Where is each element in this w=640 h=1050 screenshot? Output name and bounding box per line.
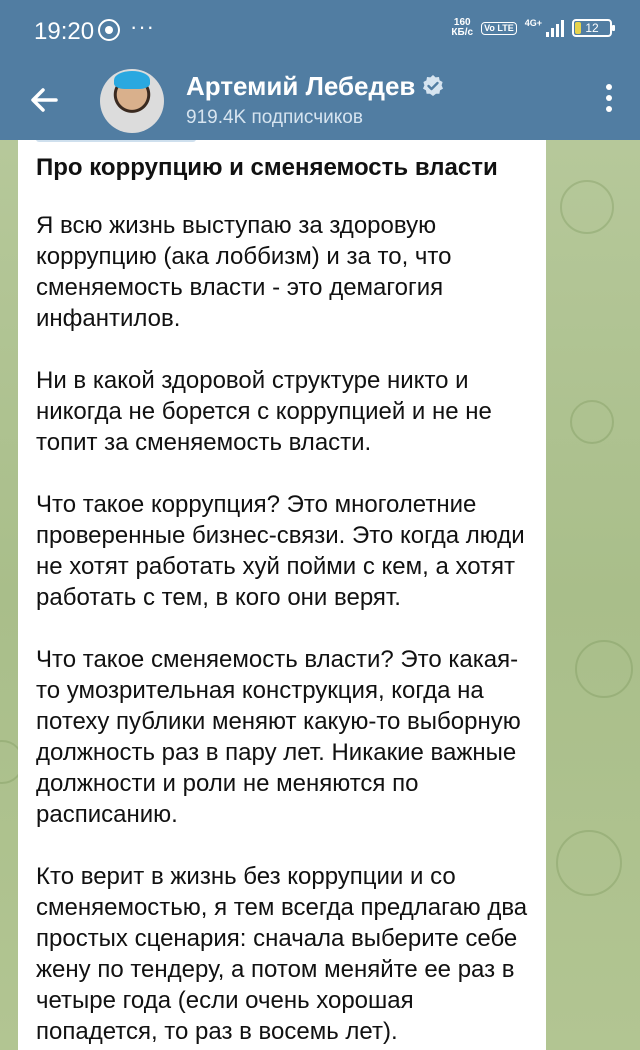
- notification-more-icon: ···: [130, 14, 155, 39]
- message-paragraph: Ни в какой здоровой структуре никто и никогда не борется с коррупцией и не не топит за сменяемость власти.: [36, 367, 492, 456]
- previous-line-fragment: [36, 140, 196, 142]
- chat-background: [0, 140, 640, 1050]
- message-paragraph: Кто верит в жизнь без коррупции и со сменяемостью, я тем всегда предлагаю два простых сценария: сначала выберите себе жену по тендеру, а потом меняйте ее раз в четыре года (если очень хорошая попадется, то раз в восемь лет).: [36, 863, 528, 1045]
- background-doodle: [556, 830, 622, 896]
- signal-icon: [546, 19, 564, 37]
- verified-badge-icon: [421, 74, 445, 98]
- avatar[interactable]: [100, 69, 164, 133]
- channel-title[interactable]: Артемий Лебедев: [186, 71, 445, 102]
- battery-icon: [572, 19, 612, 37]
- status-time: 19:20: [34, 18, 95, 45]
- message-bubble[interactable]: [18, 140, 546, 1050]
- battery-level: 12: [585, 21, 599, 35]
- status-indicators: [451, 18, 612, 38]
- status-bar: [0, 0, 640, 60]
- arrow-left-icon: [22, 78, 66, 122]
- message-paragraph: Я всю жизнь выступаю за здоровую коррупцию (ака лоббизм) и за то, что сменяемость власти - это демагогия инфантилов.: [36, 212, 452, 332]
- chat-header: [0, 60, 640, 140]
- background-doodle: [575, 640, 633, 698]
- back-button[interactable]: [22, 78, 66, 122]
- volte-icon: Vo LTE: [481, 22, 517, 35]
- background-doodle: [570, 400, 614, 444]
- whatsapp-icon: [98, 19, 120, 41]
- network-speed: 160 КБ/с: [451, 17, 474, 38]
- network-type: 4G+: [524, 18, 542, 28]
- message-title: Про коррупцию и сменяемость власти: [36, 154, 498, 181]
- background-doodle: [560, 180, 614, 234]
- message-paragraph: Что такое коррупция? Это многолетние проверенные бизнес-связи. Это когда люди не хотят работать хуй пойми с кем, а хотят работать с тем, в кого они верят.: [36, 491, 525, 611]
- subscriber-count: 919.4K подписчиков: [186, 107, 363, 128]
- message-paragraph: Что такое сменяемость власти? Это какая-то умозрительная конструкция, когда на потеху публики меняют какую-то выборную должность раз в пару лет. Никакие важные должности и роли не меняются по расписанию.: [36, 646, 521, 828]
- more-vertical-icon[interactable]: [602, 84, 616, 118]
